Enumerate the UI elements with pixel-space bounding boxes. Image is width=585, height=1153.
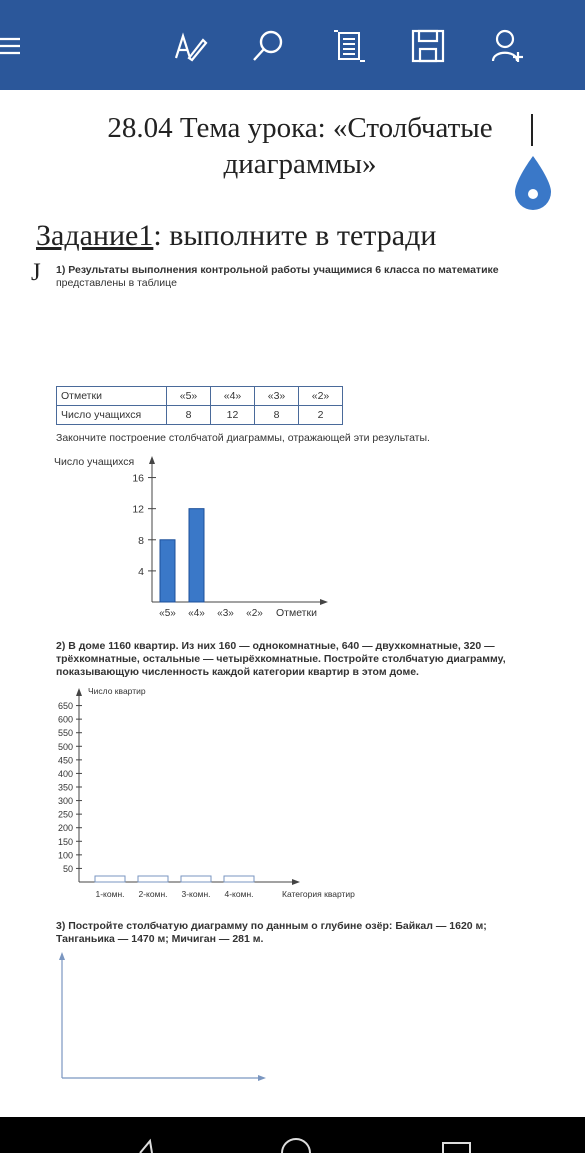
chart2-y-tick-label: 500 bbox=[57, 741, 73, 752]
y-axis-arrow-icon bbox=[59, 952, 65, 960]
chart1-category-label: «4» bbox=[188, 608, 205, 619]
table-cell: Отметки bbox=[57, 387, 167, 406]
table-cell: 2 bbox=[299, 406, 343, 425]
chart2-category-label: 2-комн. bbox=[138, 889, 168, 899]
chart2-y-tick-label: 300 bbox=[57, 796, 73, 807]
chart2-bar-outline bbox=[181, 876, 211, 882]
table-cell: 8 bbox=[255, 406, 299, 425]
chart2-xlabel: Категория квартир bbox=[282, 889, 355, 899]
exercise1-text-line1: 1) Результаты выполнения контрольной работы учащимися 6 класса по математике bbox=[56, 264, 499, 276]
document-title: 28.04 Тема урока: «Столбчатые диаграммы» bbox=[107, 112, 493, 180]
chart2-category-label: 1-комн. bbox=[95, 889, 125, 899]
chart1-y-tick-label: 4 bbox=[138, 565, 144, 578]
chart2-y-tick-label: 100 bbox=[57, 850, 73, 861]
chart1-ylabel: Число учащихся bbox=[54, 456, 135, 468]
chart2-y-tick-label: 250 bbox=[57, 809, 73, 820]
table-cell: Число учащихся bbox=[57, 406, 167, 425]
chart1-category-label: «3» bbox=[217, 608, 234, 619]
task-marker: J bbox=[31, 259, 41, 286]
apartments-bar-chart bbox=[32, 684, 392, 914]
chart2-y-tick-label: 50 bbox=[62, 863, 73, 874]
table-cell: «4» bbox=[211, 387, 255, 406]
home-icon[interactable] bbox=[282, 1139, 310, 1153]
chart2-y-tick-label: 200 bbox=[57, 823, 73, 834]
chart2-y-tick-label: 650 bbox=[57, 701, 73, 712]
chart1-y-tick-label: 16 bbox=[132, 472, 144, 485]
system-navigation-bar bbox=[0, 1117, 585, 1153]
table-cell: «2» bbox=[299, 387, 343, 406]
chart2-y-tick-label: 350 bbox=[57, 782, 73, 793]
table-cell: 12 bbox=[211, 406, 255, 425]
chart1-bar bbox=[189, 509, 204, 602]
chart1-category-label: «5» bbox=[159, 608, 176, 619]
chart2-category-label: 4-комн. bbox=[224, 889, 254, 899]
chart2-category-label: 3-комн. bbox=[181, 889, 211, 899]
reading-mode-icon[interactable] bbox=[332, 28, 368, 64]
recents-icon[interactable] bbox=[443, 1143, 470, 1153]
table-cell: «3» bbox=[255, 387, 299, 406]
chart2-ylabel: Число квартир bbox=[88, 686, 146, 696]
chart2-x-arrow-icon bbox=[292, 879, 300, 885]
task-heading-prefix: Задание1 bbox=[36, 219, 154, 252]
chart2-y-tick-label: 450 bbox=[57, 755, 73, 766]
grades-bar-chart bbox=[52, 452, 372, 622]
exercise3-text-line2: Танганьика — 1470 м; Мичиган — 281 м. bbox=[56, 933, 264, 945]
chart2-y-tick-label: 600 bbox=[57, 714, 73, 725]
menu-icon[interactable] bbox=[0, 28, 32, 64]
text-cursor bbox=[531, 114, 533, 146]
search-icon[interactable] bbox=[250, 28, 286, 64]
table-row bbox=[57, 406, 343, 425]
chart1-y-tick-label: 12 bbox=[132, 503, 144, 516]
document-page[interactable] bbox=[0, 90, 585, 1117]
table-cell: «5» bbox=[167, 387, 211, 406]
chart1-x-arrow-icon bbox=[320, 599, 328, 605]
exercise2-text-line2: трёхкомнатные, остальные — четырёхкомнатные. Постройте столбчатую диаграмму, bbox=[56, 653, 506, 665]
save-icon[interactable] bbox=[410, 28, 446, 64]
exercise3-text-line1: 3) Постройте столбчатую диаграмму по данным о глубине озёр: Байкал — 1620 м; bbox=[56, 920, 487, 932]
lakes-empty-axes bbox=[52, 950, 312, 1090]
chart2-y-arrow-icon bbox=[76, 688, 82, 696]
worksheet-image bbox=[32, 260, 562, 1110]
exercise1-text-line2: представлены в таблице bbox=[56, 277, 177, 289]
chart2-bar-outline bbox=[224, 876, 254, 882]
exercise1-instruction: Закончите построение столбчатой диаграммы, отражающей эти результаты. bbox=[56, 432, 430, 444]
chart2-bar-outline bbox=[95, 876, 125, 882]
exercise2-text-line1: 2) В доме 1160 квартир. Из них 160 — однокомнатные, 640 — двухкомнатные, 320 — bbox=[56, 640, 495, 652]
table-cell: 8 bbox=[167, 406, 211, 425]
chart1-y-tick-label: 8 bbox=[138, 534, 144, 547]
pen-icon[interactable] bbox=[172, 28, 208, 64]
chart1-category-label: «2» bbox=[246, 608, 263, 619]
exercise2-text-line3: показывающую численность каждой категории квартир в этом доме. bbox=[56, 666, 419, 678]
back-icon[interactable] bbox=[140, 1141, 152, 1153]
chart1-bar bbox=[160, 540, 175, 602]
chart1-y-arrow-icon bbox=[149, 456, 155, 464]
share-icon[interactable] bbox=[490, 28, 526, 64]
app-toolbar bbox=[0, 0, 585, 90]
chart2-y-tick-label: 550 bbox=[57, 728, 73, 739]
chart2-bar-outline bbox=[138, 876, 168, 882]
table-row bbox=[57, 387, 343, 406]
chart2-y-tick-label: 150 bbox=[57, 836, 73, 847]
x-axis-arrow-icon bbox=[258, 1075, 266, 1081]
chart2-y-tick-label: 400 bbox=[57, 768, 73, 779]
cursor-handle-icon[interactable] bbox=[513, 154, 553, 212]
task-heading-rest: : выполните в тетради bbox=[153, 219, 437, 252]
grades-table bbox=[56, 386, 343, 425]
task-heading bbox=[36, 218, 436, 254]
chart1-xlabel: Отметки bbox=[276, 607, 317, 619]
